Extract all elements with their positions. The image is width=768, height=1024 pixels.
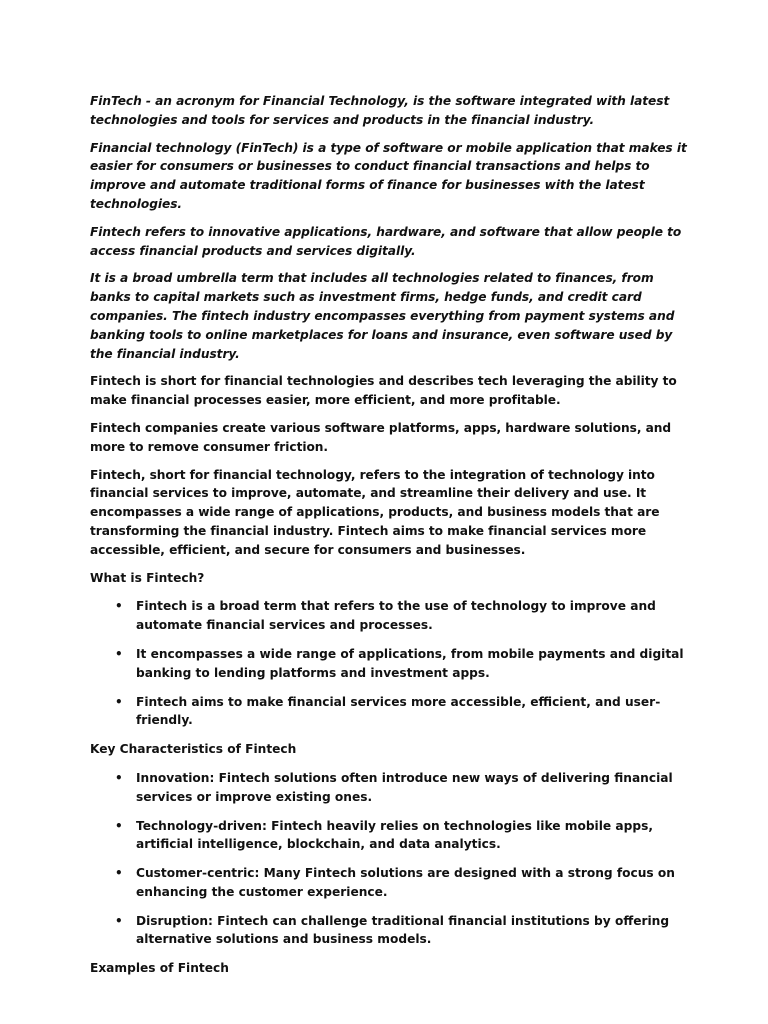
- list-item: [90, 597, 690, 635]
- list-item-text: Innovation: Fintech solutions often introduce new ways of delivering financial services or improve existing ones.: [136, 770, 673, 804]
- bullet-icon: •: [115, 818, 123, 833]
- list-item: [90, 693, 690, 731]
- key-characteristics-list: [90, 769, 690, 949]
- paragraph-body-1: Fintech is short for financial technologies and describes tech leveraging the ability to make financial processes easier, more efficient, and more profitable.: [90, 374, 677, 408]
- list-item: [90, 912, 690, 950]
- bullet-icon: •: [115, 599, 123, 614]
- paragraph-intro-3: Fintech refers to innovative applications, hardware, and software that allow people to access financial products and services digitally.: [90, 224, 682, 258]
- paragraph-body-2: Fintech companies create various software platforms, apps, hardware solutions, and more to remove consumer friction.: [90, 420, 672, 454]
- list-item-text: Fintech is a broad term that refers to the use of technology to improve and automate financial services and processes.: [136, 599, 656, 633]
- list-item: [90, 769, 690, 807]
- list-item: [90, 645, 690, 683]
- list-item-text: Fintech aims to make financial services more accessible, efficient, and user-friendly.: [136, 694, 661, 728]
- paragraph-intro-4: It is a broad umbrella term that includes all technologies related to finances, from banks to capital markets such as investment firms, hedge funds, and credit card companies. The fintech industry encompasses everything from payment systems and banking tools to online marketplaces for loans and insurance, even software used by the financial industry.: [90, 271, 675, 361]
- paragraph-intro-2: Financial technology (FinTech) is a type of software or mobile application that makes it easier for consumers or businesses to conduct financial transactions and helps to improve and automate traditional forms of finance for businesses with the latest technologies.: [90, 140, 687, 211]
- paragraph-body-3: Fintech, short for financial technology, refers to the integration of technology into financial services to improve, automate, and streamline their delivery and use. It encompasses a wide range of applications, products, and business models that are transforming the financial industry. Fintech aims to make financial services more accessible, efficient, and secure for consumers and businesses.: [90, 467, 660, 557]
- list-item: [90, 817, 690, 855]
- what-is-list: [90, 597, 690, 730]
- bullet-icon: •: [115, 770, 123, 785]
- list-item-text: Disruption: Fintech can challenge traditional financial institutions by offering alternative solutions and business models.: [136, 913, 670, 947]
- paragraph-intro-1: FinTech - an acronym for Financial Technology, is the software integrated with latest technologies and tools for services and products in the financial industry.: [90, 94, 670, 127]
- section-heading-key-characteristics: Key Characteristics of Fintech: [90, 742, 297, 757]
- bullet-icon: •: [115, 913, 123, 928]
- section-heading-examples: Examples of Fintech: [90, 961, 229, 976]
- bullet-icon: •: [115, 694, 123, 709]
- bullet-icon: •: [115, 646, 123, 661]
- list-item-text: Customer-centric: Many Fintech solutions are designed with a strong focus on enhancing the customer experience.: [136, 866, 675, 899]
- list-item: [90, 864, 690, 902]
- document-page: [90, 92, 690, 988]
- list-item-text: Technology-driven: Fintech heavily relies on technologies like mobile apps, artificial intelligence, blockchain, and data analytics.: [136, 818, 653, 852]
- bullet-icon: •: [115, 866, 123, 881]
- section-heading-what-is: What is Fintech?: [90, 570, 205, 585]
- list-item-text: It encompasses a wide range of applications, from mobile payments and digital banking to lending platforms and investment apps.: [136, 646, 684, 680]
